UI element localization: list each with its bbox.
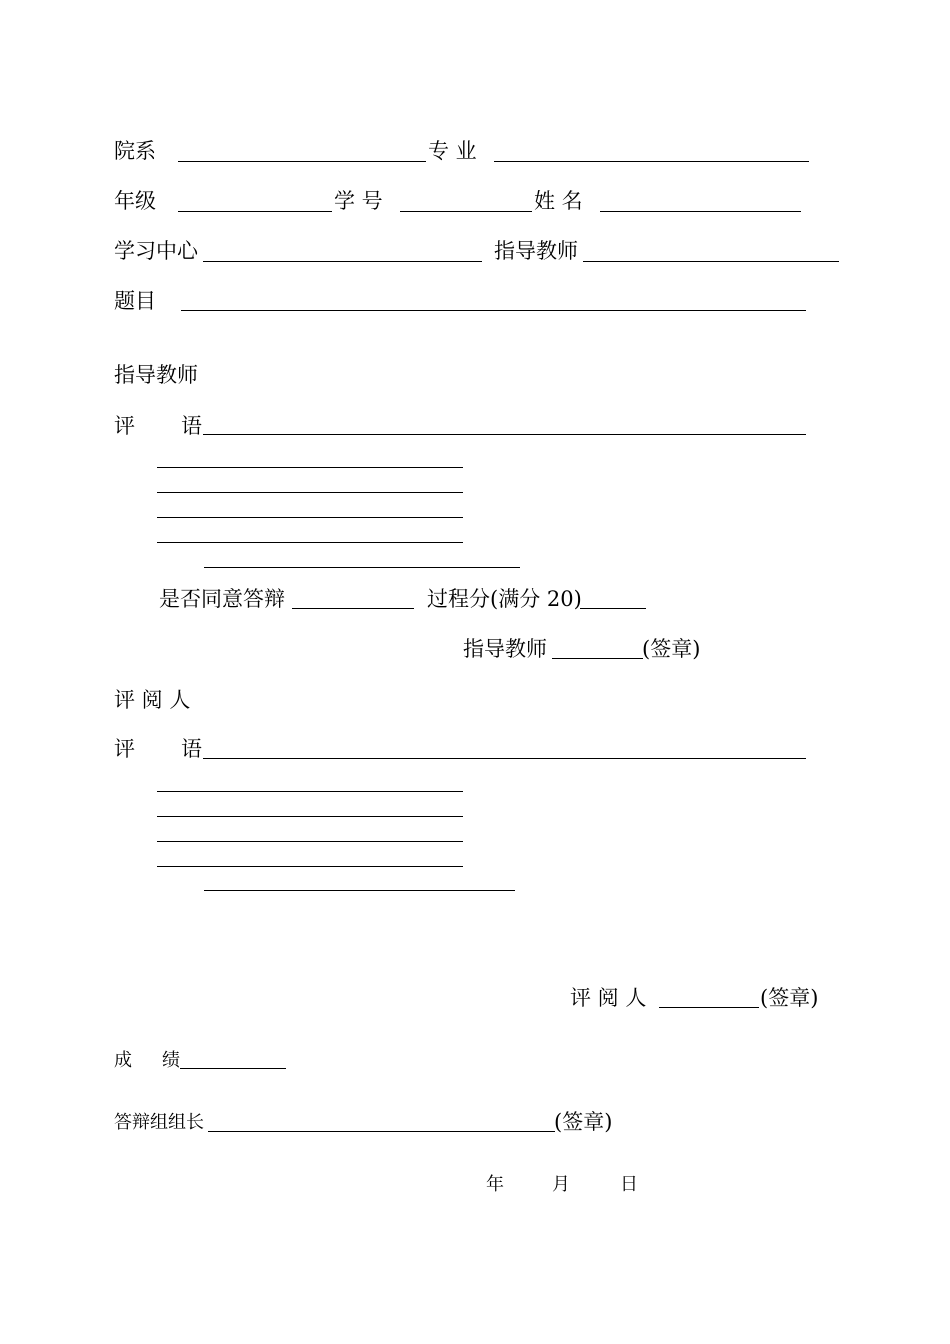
agree-defense-label: 是否同意答辩 <box>159 587 285 611</box>
reviewer-comment-line-4[interactable] <box>157 841 463 842</box>
score-label-a: 成 <box>114 1050 132 1071</box>
major-field[interactable] <box>494 161 809 162</box>
reviewer-comment-line-5[interactable] <box>157 866 463 867</box>
leader-sign-suffix: (签章) <box>554 1110 613 1134</box>
advisor-comment-line-3[interactable] <box>157 492 463 493</box>
reviewer-comment-label-b: 语 <box>181 737 202 761</box>
reviewer-sign-field[interactable] <box>659 1007 759 1008</box>
process-score-field[interactable] <box>580 608 646 609</box>
score-field[interactable] <box>180 1068 286 1069</box>
department-label: 院系 <box>114 139 156 163</box>
advisor-sign-field[interactable] <box>552 658 643 659</box>
advisor-label: 指导教师 <box>494 239 578 263</box>
advisor-comment-label-b: 语 <box>181 414 202 438</box>
student-id-label: 学 号 <box>334 189 383 213</box>
reviewer-comment-line-3[interactable] <box>157 816 463 817</box>
reviewer-section-heading: 评 阅 人 <box>114 688 191 712</box>
reviewer-comment-line-2[interactable] <box>157 791 463 792</box>
advisor-comment-line-6[interactable] <box>204 567 520 568</box>
advisor-comment-line-4[interactable] <box>157 517 463 518</box>
reviewer-sign-suffix: (签章) <box>760 986 819 1010</box>
agree-defense-field[interactable] <box>292 608 414 609</box>
date-day-label: 日 <box>620 1174 638 1195</box>
topic-label: 题目 <box>114 289 156 313</box>
study-center-label: 学习中心 <box>114 239 198 263</box>
advisor-comment-label-a: 评 <box>114 414 135 438</box>
date-year-label: 年 <box>486 1174 504 1195</box>
reviewer-comment-line-6[interactable] <box>204 890 515 891</box>
advisor-field[interactable] <box>583 261 839 262</box>
date-month-label: 月 <box>552 1174 570 1195</box>
major-label: 专 业 <box>428 139 477 163</box>
advisor-comment-line-2[interactable] <box>157 467 463 468</box>
leader-sign-field[interactable] <box>208 1131 555 1132</box>
reviewer-sign-label: 评 阅 人 <box>570 986 647 1010</box>
name-field[interactable] <box>600 211 801 212</box>
advisor-sign-label: 指导教师 <box>463 637 547 661</box>
reviewer-comment-line-1[interactable] <box>203 758 806 759</box>
advisor-comment-line-5[interactable] <box>157 542 463 543</box>
advisor-sign-suffix: (签章) <box>642 637 701 661</box>
grade-field[interactable] <box>178 211 332 212</box>
score-label-b: 绩 <box>162 1050 180 1071</box>
name-label: 姓 名 <box>534 189 583 213</box>
grade-label: 年级 <box>114 189 156 213</box>
leader-label: 答辩组组长 <box>114 1112 204 1133</box>
reviewer-comment-label-a: 评 <box>114 737 135 761</box>
advisor-comment-line-1[interactable] <box>203 434 806 435</box>
student-id-field[interactable] <box>400 211 532 212</box>
process-score-label: 过程分(满分 20) <box>427 587 582 611</box>
topic-field[interactable] <box>181 310 806 311</box>
department-field[interactable] <box>178 161 426 162</box>
study-center-field[interactable] <box>203 261 482 262</box>
advisor-section-heading: 指导教师 <box>114 363 198 387</box>
